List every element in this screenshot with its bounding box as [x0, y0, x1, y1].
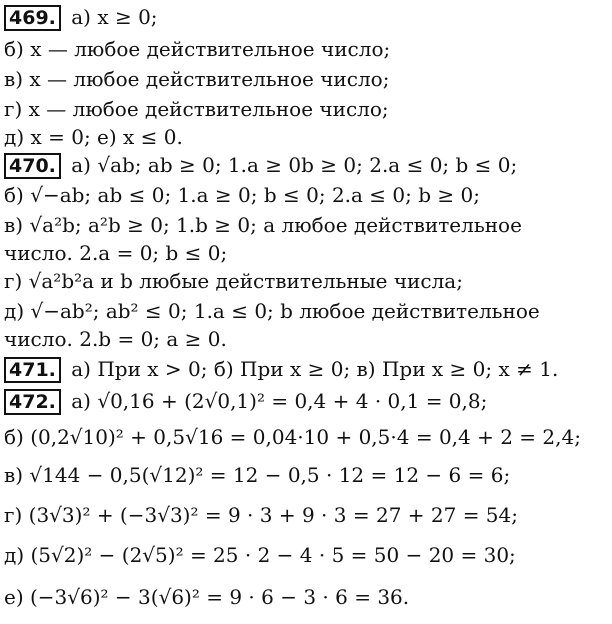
problem-470-line-1 [4, 152, 517, 179]
problem-472-line-2 [4, 424, 581, 450]
answer-text: б) x — любое действительное число; [4, 37, 391, 61]
problem-472-line-1 [4, 388, 487, 415]
answer-text: е) (−3√6)² − 3(√6)² = 9 · 6 − 3 · 6 = 36. [4, 585, 410, 609]
answer-text: д) x = 0; е) x ≤ 0. [4, 125, 183, 149]
problem-469-line-5 [4, 124, 183, 150]
answer-text: д) (5√2)² − (2√5)² = 25 · 2 − 4 · 5 = 50 − 20 = 30; [4, 543, 516, 567]
answer-text: а) √ab; ab ≥ 0; 1.a ≥ 0b ≥ 0; 2.a ≤ 0; b ≤ 0; [71, 153, 518, 177]
problem-472-line-5 [4, 542, 516, 568]
problem-469-line-1 [4, 4, 158, 31]
problem-470-line-3 [4, 212, 522, 238]
problem-469-line-4 [4, 96, 389, 122]
problem-470-line-6 [4, 298, 540, 324]
answer-text: в) x — любое действительное число; [4, 67, 390, 91]
answer-text: д) √−ab²; ab² ≤ 0; 1.a ≤ 0; b любое действительное [4, 299, 540, 323]
problem-number-469: 469. [4, 5, 61, 31]
answer-text: а) При x > 0; б) При x ≥ 0; в) При x ≥ 0; x ≠ 1. [71, 357, 559, 381]
problem-number-472: 472. [4, 389, 61, 415]
answer-text: г) √a²b²a и b любые действительные числа; [4, 269, 463, 293]
problem-469-line-3 [4, 66, 389, 92]
answer-text: а) √0,16 + (2√0,1)² = 0,4 + 4 · 0,1 = 0,8; [71, 389, 488, 413]
answer-text: г) x — любое действительное число; [4, 97, 389, 121]
problem-472-line-6 [4, 584, 409, 610]
problem-470-line-4 [4, 240, 227, 266]
answer-text: число. 2.b = 0; a ≥ 0. [4, 327, 227, 351]
problem-number-471: 471. [4, 357, 61, 383]
problem-472-line-3 [4, 462, 510, 488]
answer-text: число. 2.a = 0; b ≤ 0; [4, 241, 228, 265]
problem-471-line-1 [4, 356, 558, 383]
problem-472-line-4 [4, 502, 518, 528]
answer-text: в) √a²b; a²b ≥ 0; 1.b ≥ 0; a любое действительное [4, 213, 522, 237]
answer-text: в) √144 − 0,5(√12)² = 12 − 0,5 · 12 = 12 − 6 = 6; [4, 463, 511, 487]
answer-text: б) √−ab; ab ≤ 0; 1.a ≥ 0; b ≤ 0; 2.a ≤ 0; b ≥ 0; [4, 183, 480, 207]
problem-470-line-7 [4, 326, 227, 352]
problem-number-470: 470. [4, 153, 61, 179]
answer-text: а) x ≥ 0; [71, 5, 158, 29]
problem-470-line-5 [4, 268, 463, 294]
answer-text: г) (3√3)² + (−3√3)² = 9 · 3 + 9 · 3 = 27 + 27 = 54; [4, 503, 518, 527]
problem-470-line-2 [4, 182, 480, 208]
answer-text: б) (0,2√10)² + 0,5√16 = 0,04·10 + 0,5·4 = 0,4 + 2 = 2,4; [4, 425, 581, 449]
problem-469-line-2 [4, 36, 390, 62]
